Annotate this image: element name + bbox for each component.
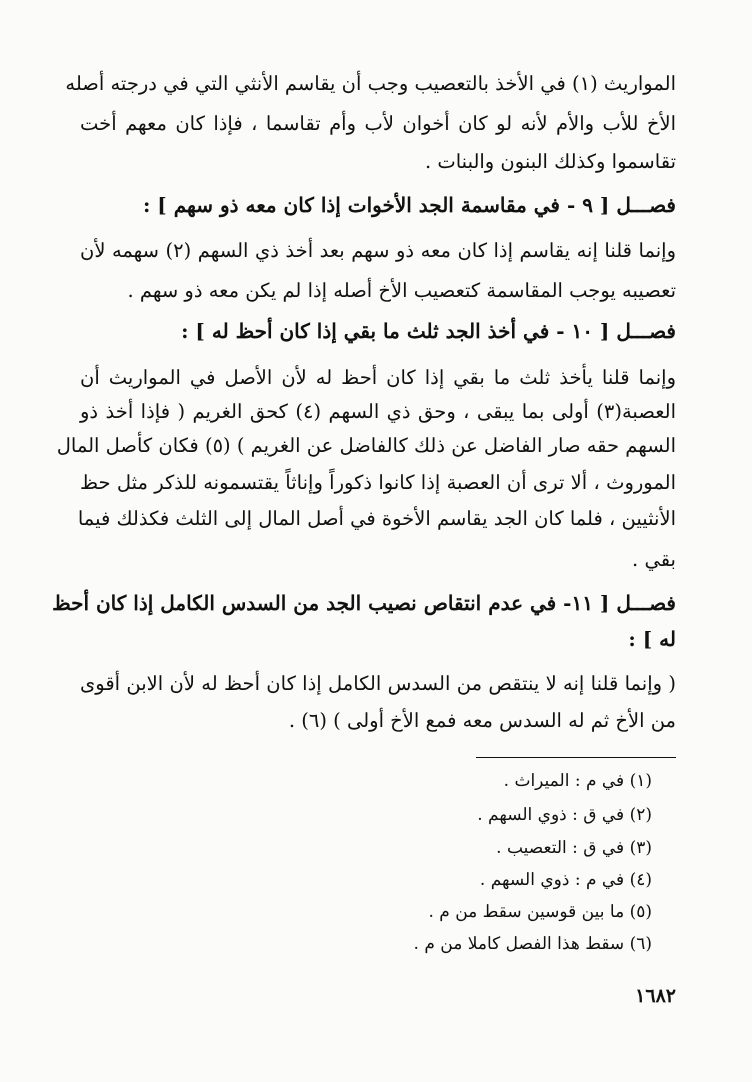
text-line: من الأخ ثم له السدس معه فمع الأخ أولى ) (٦) . (288, 709, 676, 732)
section-heading: له ] : (628, 627, 676, 651)
footnote: (٢) في ق : ذوي السهم . (477, 805, 652, 825)
text-line: العصبة(٣) أولى بما يبقى ، وحق ذي السهم (٤) كحق الغريم ( فإذا أخذ ذو (80, 400, 676, 423)
text-line: المواريث (١) في الأخذ بالتعصيب وجب أن يقاسم الأنثي التي في درجته أصله (65, 72, 676, 95)
footnote: (٣) في ق : التعصيب . (496, 838, 652, 858)
page-number: ١٦٨٢ (635, 985, 676, 1007)
section-heading: فصـــل [ ١٠ - في أخذ الجد ثلث ما بقي إذا كان أحظ له ] : (181, 319, 676, 343)
footnote-divider (476, 757, 676, 758)
text-line: وإنما قلنا إنه يقاسم إذا كان معه ذو سهم بعد أخذ ذي السهم (٢) سهمه لأن (80, 239, 676, 262)
text-line: الموروث ، ألا ترى أن العصبة إذا كانوا ذكوراً وإناثاً يقتسمونه للذكر مثل حظ (80, 471, 676, 494)
footnote: (١) في م : الميراث . (503, 771, 652, 791)
footnote: (٦) سقط هذا الفصل كاملا من م . (413, 934, 652, 954)
text-line: السهم حقه صار الفاضل عن ذلك كالفاضل عن الغريم ) (٥) فكان كأصل المال (56, 434, 676, 457)
text-line: وإنما قلنا يأخذ ثلث ما بقي إذا كان أحظ له لأن الأصل في المواريث أن (80, 366, 676, 389)
text-line: تعصيبه يوجب المقاسمة كتعصيب الأخ أصله إذا لم يكن معه ذو سهم . (127, 279, 676, 302)
section-heading: فصـــل [ ٩ - في مقاسمة الجد الأخوات إذا كان معه ذو سهم ] : (142, 193, 676, 217)
text-line: بقي . (632, 548, 676, 571)
footnote: (٥) ما بين قوسين سقط من م . (428, 902, 652, 922)
footnote: (٤) في م : ذوي السهم . (479, 870, 652, 890)
text-line: الأخ للأب والأم لأنه لو كان أخوان لأب وأم تقاسما ، فإذا كان معهم أخت (80, 112, 676, 135)
text-line: ( وإنما قلنا إنه لا ينتقص من السدس الكامل إذا كان أحظ له لأن الابن أقوى (80, 672, 676, 695)
text-line: الأنثيين ، فلما كان الجد يقاسم الأخوة في أصل المال إلى الثلث فكذلك فيما (77, 507, 676, 530)
text-line: تقاسموا وكذلك البنون والبنات . (424, 150, 676, 173)
section-heading: فصـــل [ ١١- في عدم انتقاص نصيب الجد من السدس الكامل إذا كان أحظ (52, 591, 676, 615)
